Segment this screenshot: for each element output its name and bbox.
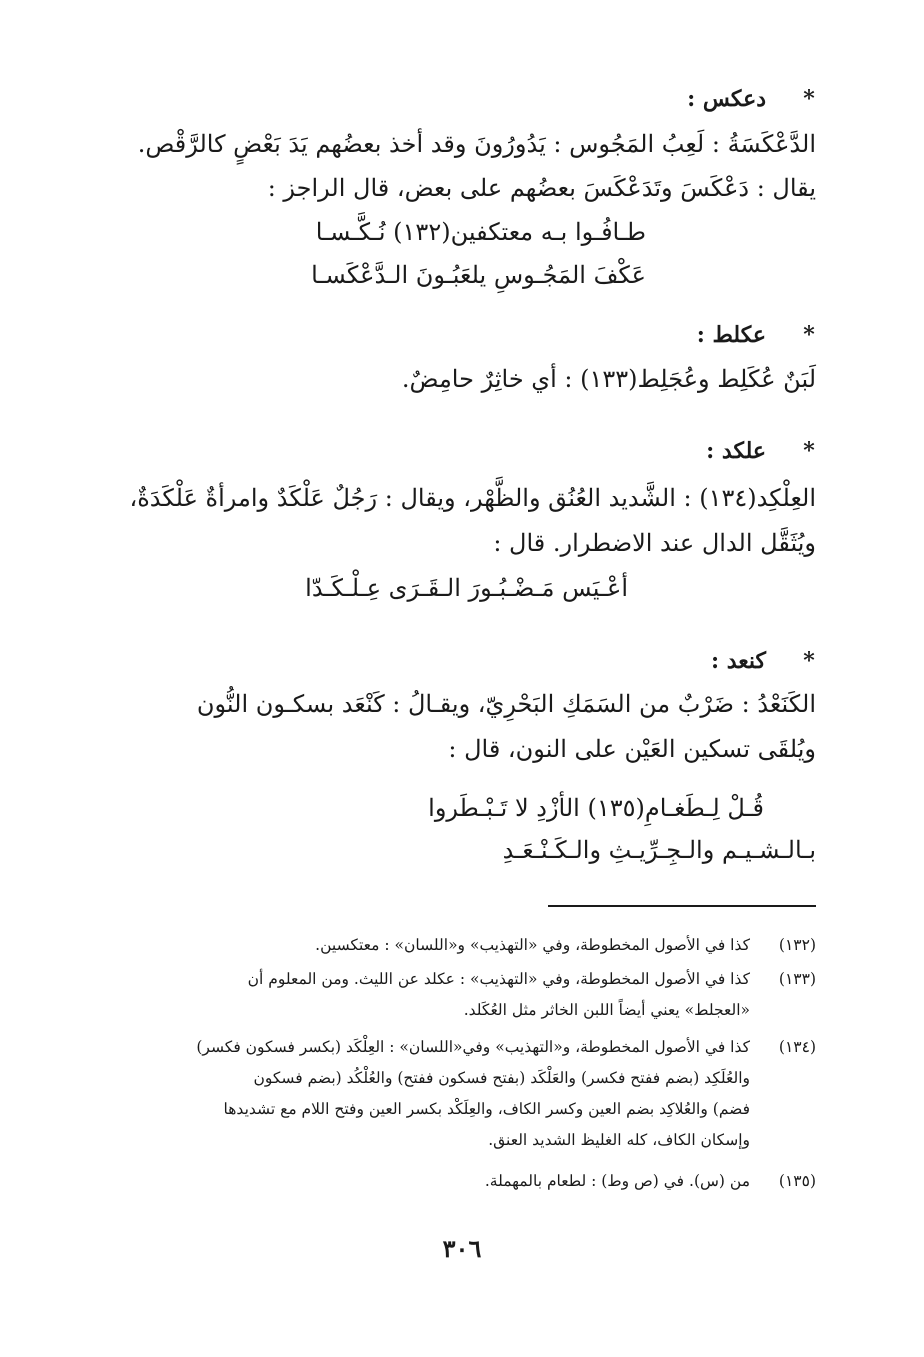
footnote-134 — [104, 1032, 816, 1156]
verse-line: أعْـيَس مَـضْـبُـورَ الـقَـرَى عِـلْـكَـدّا — [305, 574, 628, 602]
verse-line: بـالـشـيـم والـجِـرِّيـثِ والـكَـنْـعَـدِ — [502, 836, 816, 864]
footnote-separator — [548, 905, 816, 907]
footnote-text: كذا في الأصول المخطوطة، وفي «التهذيب» و«اللسان» : معتكسين. — [315, 936, 750, 954]
verse-line: قُـلْ لِـطَغـامِ(١٣٥) الأزْدِ لا تَـبْـطَروا — [428, 794, 764, 822]
page-number: ٣٠٦ — [442, 1234, 482, 1263]
asterisk-icon: * — [803, 86, 815, 112]
entry-heading-alkad — [706, 438, 824, 464]
entry-heading-daaks — [687, 86, 824, 112]
verse-line: طـافُـوا بـه معتكفين(١٣٢) نُـكَّـسـا — [315, 218, 646, 246]
footnote-number: (١٣٢) — [778, 936, 816, 954]
headword: عكلط : — [696, 322, 766, 348]
asterisk-icon: * — [803, 322, 815, 348]
asterisk-icon: * — [803, 648, 815, 674]
footnote-number: (١٣٥) — [778, 1172, 816, 1190]
footnote-132 — [104, 930, 816, 961]
definition-line: ويُثَقَّل الدال عند الاضطرار. قال : — [493, 529, 816, 557]
entry-heading-aklat — [697, 322, 824, 348]
headword: دعكس : — [687, 86, 766, 112]
footnote-text: «العجلط» يعني أيضاً اللبن الخاثر مثل العُكَلد. — [463, 1001, 750, 1019]
footnote-number: (١٣٣) — [778, 970, 816, 988]
definition-line: يقال : دَعْكَسَ وتَدَعْكَسَ بعضُهم على بعض، قال الراجز : — [267, 174, 816, 202]
headword: علكد : — [706, 438, 766, 464]
definition-line: ويُلقَى تسكين العَيْن على النون، قال : — [448, 735, 816, 763]
definition-line: الدَّعْكَسَةُ : لَعِبُ المَجُوس : يَدُورُونَ وقد أخذ بعضُهم يَدَ بَعْضٍ كالرَّقْص. — [137, 130, 816, 158]
footnote-text: والعُلَكِد (بضم ففتح فكسر) والعَلْكَد (بفتح فسكون ففتح) والعُلْكُد (بضم فسكون — [253, 1069, 750, 1087]
definition-line: الكَنَعْدُ : ضَرْبٌ من السَمَكِ البَحْرِيّ، ويقـالُ : كَنْعَد بسكـون النُّون — [196, 690, 816, 718]
definition-line: لَبَنٌ عُكَلِط وعُجَلِط(١٣٣) : أي خاثِرٌ حامِضٌ. — [401, 365, 816, 393]
footnote-text: وإسكان الكاف، كله الغليظ الشديد العنق. — [488, 1131, 750, 1149]
entry-heading-kanaad — [711, 648, 824, 674]
footnote-text: فضم) والعُلاكِد بضم العين وكسر الكاف، والعِلَكْد بكسر العين وفتح اللام مع تشديدها — [223, 1100, 750, 1118]
footnote-text: من (س). في (ص وط) : لطعام بالمهملة. — [484, 1172, 750, 1190]
footnote-133 — [104, 964, 816, 1026]
footnote-text: كذا في الأصول المخطوطة، و«التهذيب» وفي«اللسان» : العِلْكَد (بكسر فسكون فكسر) — [196, 1038, 750, 1056]
verse-line: عَكْفَ المَجُـوسِ يلعَبُـونَ الـدَّعْكَسـا — [311, 261, 646, 289]
footnote-number: (١٣٤) — [778, 1038, 816, 1056]
asterisk-icon: * — [803, 438, 815, 464]
definition-line: العِلْكِد(١٣٤) : الشَّديد العُنُق والظَّهْر، ويقال : رَجُلٌ عَلْكَدٌ وامرأةٌ عَلْكَدَةٌ، — [129, 484, 816, 512]
headword: كنعد : — [710, 648, 766, 674]
footnote-135 — [104, 1166, 816, 1197]
footnote-text: كذا في الأصول المخطوطة، وفي «التهذيب» : عكلد عن الليث. ومن المعلوم أن — [247, 970, 750, 988]
